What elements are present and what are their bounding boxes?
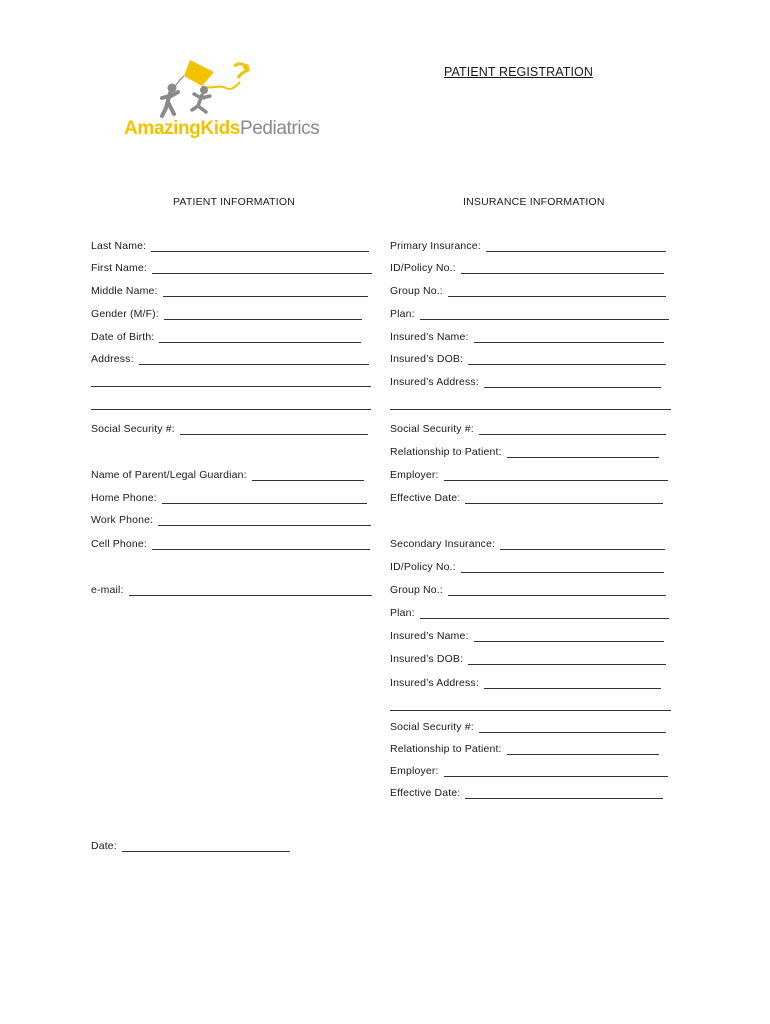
home-phone-line[interactable]	[162, 493, 367, 504]
guardian-label: Name of Parent/Legal Guardian:	[91, 469, 247, 481]
primary-insured-address-line-2[interactable]	[390, 409, 671, 410]
secondary-effective-date-label: Effective Date:	[390, 787, 461, 799]
primary-policy-label: ID/Policy No.:	[390, 262, 456, 274]
secondary-employer-label: Employer:	[390, 765, 439, 777]
logo-wordmark	[124, 118, 319, 140]
work-phone-field[interactable]	[91, 514, 371, 526]
primary-employer-line[interactable]	[444, 470, 668, 481]
signature-date-line[interactable]	[122, 841, 290, 852]
secondary-insurance-field[interactable]	[390, 538, 665, 550]
secondary-ssn-field[interactable]	[390, 721, 666, 733]
middle-name-field[interactable]	[91, 285, 368, 297]
secondary-insured-name-label: Insured’s Name:	[390, 630, 469, 642]
signature-date-field[interactable]	[91, 840, 290, 852]
secondary-plan-line[interactable]	[420, 608, 669, 619]
primary-group-line[interactable]	[448, 286, 666, 297]
primary-insured-address-line[interactable]	[484, 377, 661, 388]
primary-insured-address-label: Insured’s Address:	[390, 376, 479, 388]
primary-insured-dob-line[interactable]	[468, 354, 666, 365]
secondary-insured-address-label: Insured’s Address:	[390, 677, 479, 689]
address-line-2[interactable]	[91, 386, 371, 387]
secondary-insured-dob-label: Insured’s DOB:	[390, 653, 464, 665]
date-of-birth-line[interactable]	[159, 332, 361, 343]
secondary-plan-label: Plan:	[390, 607, 415, 619]
secondary-insured-address-line-2[interactable]	[390, 710, 671, 711]
gender-field[interactable]	[91, 308, 362, 320]
primary-effective-date-field[interactable]	[390, 492, 663, 504]
secondary-policy-label: ID/Policy No.:	[390, 561, 456, 573]
secondary-group-label: Group No.:	[390, 584, 443, 596]
primary-policy-field[interactable]	[390, 262, 664, 274]
email-line[interactable]	[129, 585, 372, 596]
secondary-effective-date-field[interactable]	[390, 787, 663, 799]
secondary-insured-dob-field[interactable]	[390, 653, 666, 665]
secondary-insured-address-line[interactable]	[484, 678, 661, 689]
primary-effective-date-label: Effective Date:	[390, 492, 461, 504]
date-of-birth-field[interactable]	[91, 331, 361, 343]
gender-label: Gender (M/F):	[91, 308, 159, 320]
last-name-line[interactable]	[151, 241, 369, 252]
secondary-insurance-label: Secondary Insurance:	[390, 538, 496, 550]
secondary-effective-date-line[interactable]	[465, 788, 663, 799]
email-label: e-mail:	[91, 584, 124, 596]
primary-plan-label: Plan:	[390, 308, 415, 320]
company-logo	[122, 58, 320, 144]
cell-phone-label: Cell Phone:	[91, 538, 147, 550]
cell-phone-line[interactable]	[152, 539, 370, 550]
primary-employer-field[interactable]	[390, 469, 668, 481]
patient-ssn-line[interactable]	[180, 424, 368, 435]
logo-text-amazing: AmazingKids	[124, 118, 240, 139]
home-phone-field[interactable]	[91, 492, 367, 504]
last-name-field[interactable]	[91, 240, 369, 252]
secondary-policy-line[interactable]	[461, 562, 664, 573]
secondary-insured-name-field[interactable]	[390, 630, 664, 642]
insurance-information-heading: INSURANCE INFORMATION	[463, 196, 605, 208]
last-name-label: Last Name:	[91, 240, 147, 252]
secondary-insurance-line[interactable]	[500, 539, 665, 550]
primary-effective-date-line[interactable]	[465, 493, 663, 504]
primary-ssn-line[interactable]	[479, 424, 666, 435]
secondary-insured-dob-line[interactable]	[468, 654, 666, 665]
secondary-insured-address-field[interactable]	[390, 677, 661, 689]
signature-date-label: Date:	[91, 840, 117, 852]
primary-ssn-label: Social Security #:	[390, 423, 474, 435]
cell-phone-field[interactable]	[91, 538, 370, 550]
home-phone-label: Home Phone:	[91, 492, 157, 504]
primary-insured-dob-field[interactable]	[390, 353, 666, 365]
address-line-1[interactable]	[139, 354, 369, 365]
address-field[interactable]	[91, 353, 369, 365]
gender-line[interactable]	[164, 309, 362, 320]
primary-group-field[interactable]	[390, 285, 666, 297]
primary-plan-line[interactable]	[420, 309, 669, 320]
primary-insurance-field[interactable]	[390, 240, 666, 252]
secondary-policy-field[interactable]	[390, 561, 664, 573]
primary-relationship-field[interactable]	[390, 446, 659, 458]
primary-policy-line[interactable]	[461, 263, 664, 274]
secondary-relationship-line[interactable]	[507, 744, 659, 755]
date-of-birth-label: Date of Birth:	[91, 331, 155, 343]
secondary-employer-line[interactable]	[444, 766, 668, 777]
address-line-3[interactable]	[91, 409, 371, 410]
middle-name-label: Middle Name:	[91, 285, 158, 297]
patient-ssn-field[interactable]	[91, 423, 368, 435]
secondary-employer-field[interactable]	[390, 765, 668, 777]
kids-with-kite-icon	[122, 58, 312, 120]
guardian-field[interactable]	[91, 469, 364, 481]
first-name-line[interactable]	[152, 263, 372, 274]
logo-text-pediatrics: Pediatrics	[239, 118, 320, 139]
primary-insured-dob-label: Insured’s DOB:	[390, 353, 464, 365]
guardian-line[interactable]	[252, 470, 364, 481]
secondary-ssn-label: Social Security #:	[390, 721, 474, 733]
primary-insured-name-line[interactable]	[474, 332, 664, 343]
secondary-group-line[interactable]	[448, 585, 666, 596]
secondary-relationship-label: Relationship to Patient:	[390, 743, 502, 755]
address-label: Address:	[91, 353, 134, 365]
secondary-insured-name-line[interactable]	[474, 631, 664, 642]
primary-insured-name-label: Insured’s Name:	[390, 331, 469, 343]
email-field[interactable]	[91, 584, 372, 596]
first-name-field[interactable]	[91, 262, 372, 274]
secondary-ssn-line[interactable]	[479, 722, 666, 733]
primary-relationship-line[interactable]	[507, 447, 659, 458]
primary-group-label: Group No.:	[390, 285, 443, 297]
primary-insured-name-field[interactable]	[390, 331, 664, 343]
first-name-label: First Name:	[91, 262, 147, 274]
middle-name-line[interactable]	[163, 286, 368, 297]
secondary-relationship-field[interactable]	[390, 743, 659, 755]
primary-employer-label: Employer:	[390, 469, 439, 481]
primary-plan-field[interactable]	[390, 308, 669, 320]
primary-ssn-field[interactable]	[390, 423, 666, 435]
primary-relationship-label: Relationship to Patient:	[390, 446, 502, 458]
work-phone-line[interactable]	[158, 515, 371, 526]
patient-information-heading: PATIENT INFORMATION	[173, 196, 296, 208]
secondary-plan-field[interactable]	[390, 607, 669, 619]
page-title: PATIENT REGISTRATION	[444, 65, 594, 79]
primary-insurance-label: Primary Insurance:	[390, 240, 481, 252]
patient-ssn-label: Social Security #:	[91, 423, 175, 435]
primary-insured-address-field[interactable]	[390, 376, 661, 388]
primary-insurance-line[interactable]	[486, 241, 666, 252]
work-phone-label: Work Phone:	[91, 514, 154, 526]
secondary-group-field[interactable]	[390, 584, 666, 596]
